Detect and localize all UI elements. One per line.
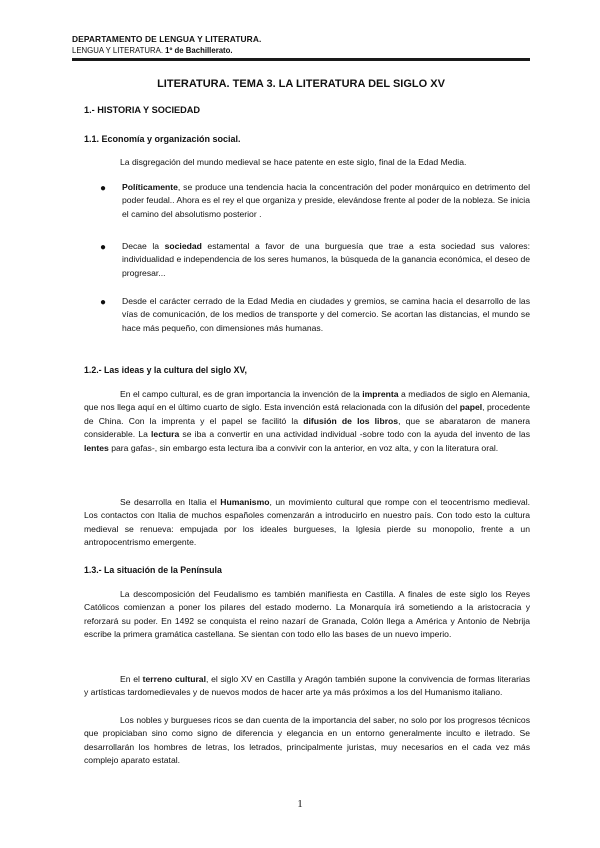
text-run: , un movimiento cultural que rompe con el teocentrismo medieval. Los contactos con Italia de muchos españoles comenzarán a introducirlo en nuestro país. Con todo esto la cultura medieval se renueva: empujada por los ideales burgueses, la Iglesia pierde su monopolio, frente a un antropocentrismo emergente.: [84, 497, 530, 548]
bold-term: lentes: [84, 442, 109, 453]
header-course: [72, 46, 233, 55]
bold-term: papel: [459, 402, 483, 413]
header-department: DEPARTAMENTO DE LENGUA Y LITERATURA.: [72, 34, 262, 44]
paragraph-humanismo: [84, 496, 530, 550]
text-run: se iba a convertir en una actividad individual -sobre todo con la ayuda del invento de las: [179, 429, 531, 440]
header-course-level: 1º de Bachillerato.: [165, 46, 233, 55]
section-heading-1: 1.- HISTORIA Y SOCIEDAD: [84, 105, 201, 115]
bold-term: imprenta: [362, 389, 399, 399]
paragraph-terreno-cultural: [84, 673, 530, 700]
bold-term: sociedad: [164, 241, 202, 251]
bold-term: Políticamente: [122, 182, 178, 192]
text-run: , procedente de China. Con la imprenta y el papel se facilitó la: [84, 402, 530, 426]
bold-term: lectura: [151, 429, 180, 440]
document-title: LITERATURA. TEMA 3. LA LITERATURA DEL SIGLO XV: [157, 78, 445, 90]
subsection-heading-1-2: 1.2.- Las ideas y la cultura del siglo XV,: [84, 365, 247, 375]
bullet-dot: ●: [100, 183, 107, 194]
subsection-heading-1-3: 1.3.- La situación de la Península: [84, 565, 222, 575]
bullet-comunicacion: Desde el carácter cerrado de la Edad Media en ciudades y gremios, se camina hacia el desarrollo de las vías de comunicación, de los medios de transporte y del comercio. Se acortan las distancias, el mundo se hace más pequeño, con dimensiones más humanas.: [122, 296, 530, 333]
text-run: , el siglo XV en Castilla y Aragón también supone la convivencia de formas literarias y artísticas tardomedievales y de nuevos modos de hacer arte ya más próximos a los del Humanismo italiano.: [84, 674, 530, 698]
header-divider: [72, 58, 530, 61]
bullet-pre: Decae la: [122, 241, 165, 251]
bullet-politicamente: [122, 181, 530, 221]
bold-term: difusión de los libros: [303, 415, 399, 426]
bullet-text: , se produce una tendencia hacia la concentración del poder monárquico en detrimento del poder feudal.. Ahora es el rey el que organiza y preside, elevándose frente al poder de la nobleza. Se inicia el camino del absolutismo posterior .: [122, 182, 530, 219]
paragraph-nobles: Los nobles y burgueses ricos se dan cuenta de la importancia del saber, no solo por los progresos técnicos que propiciaban sino como signo de diferencia y elegancia en un entorno generalmente inculto e iletrado. Se desarrollarán los hombres de letras, los letrados, principalmente juristas, muy necesarios en el cada vez más complejo aparato estatal.: [84, 715, 530, 766]
paragraph-imprenta: [84, 388, 530, 455]
text-run: Se desarrolla en Italia el: [120, 497, 221, 507]
bullet-text: estamental a favor de una burguesía que trae a esta sociedad sus valores: individualidad e independencia de los seres humanos, la búsqueda de la ganancia económica, el deseo de progresar...: [122, 241, 530, 278]
text-run: a mediados de siglo en Alemania, que nos llega aquí en el último cuarto de siglo. Esta invención está relacionada con la difusión del: [84, 389, 530, 413]
paragraph-intro: La disgregación del mundo medieval se hace patente en este siglo, final de la Edad Media.: [120, 157, 467, 167]
bullet-dot: ●: [100, 242, 107, 253]
bold-term: terreno cultural: [142, 674, 206, 684]
page-number: 1: [297, 798, 303, 810]
text-run: , que se abarataron de manera considerable. La: [84, 415, 530, 440]
text-run: En el campo cultural, es de gran importancia la invención de la: [120, 389, 363, 399]
text-run: En el: [120, 674, 143, 684]
bold-term: Humanismo: [220, 497, 270, 507]
subsection-heading-1-1: 1.1. Economía y organización social.: [84, 134, 241, 144]
text-run: para gafas-, sin embargo esta lectura iba a convivir con la anterior, en voz alta, y con la literatura oral.: [108, 442, 499, 453]
bullet-sociedad: [122, 240, 530, 280]
bullet-dot: ●: [100, 297, 107, 308]
header-course-prefix: LENGUA Y LITERATURA.: [72, 46, 163, 55]
paragraph-feudalismo: La descomposición del Feudalismo es también manifiesta en Castilla. A finales de este siglo los Reyes Católicos comienzan a poner los pilares del estado moderno. La Monarquía irá sometiendo a la aristocracia y reforzará su poder. En 1492 se conquista el reino nazarí de Granada, Colón llega a América y Antonio de Nebrija escribe la primera gramática castellana. Se sientan con todo ello las bases de un nuevo imperio.: [84, 589, 530, 640]
